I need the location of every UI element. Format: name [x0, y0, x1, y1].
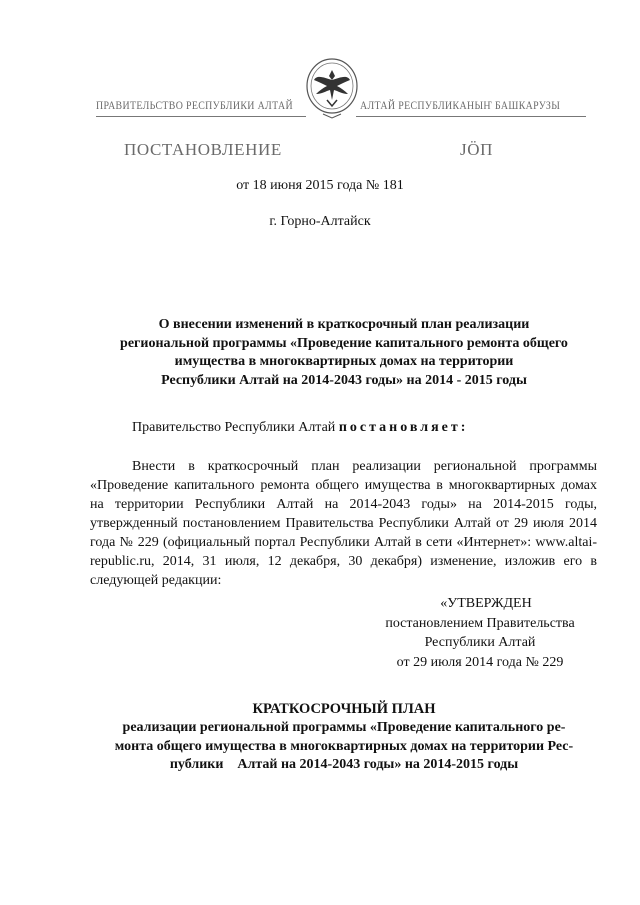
approved-block [360, 594, 600, 672]
decree-verb: постановляет: [338, 420, 469, 435]
doc-type-ru: ПОСТАНОВЛЕНИЕ [124, 140, 282, 159]
approved-line: постановлением Правительства [385, 615, 575, 631]
date-number: от 18 июня 2015 года № 181 [236, 178, 404, 193]
plan-title: КРАТКОСРОЧНЫЙ ПЛАН [252, 701, 436, 717]
plan-subtitle [96, 719, 592, 775]
body-paragraph: Внести в краткосрочный план реализации региональной программы «Проведение капитального ремонта общего имущества в многоквартирных домах на территории Республики Алтай на 2014-2043 годы» на 2014-2015 годы, утвержденный постановлением Правительства Республики Алтай от 29 июля 2014 года № 229 (официальный портал Республики Алтай в сети «Интернет»: www.altai-republic.ru, 2014, 31 июля, 12 декабря, 30 декабря) изменение, изложив его в следующей редакции: [90, 459, 597, 588]
approved-line: Республики Алтай [424, 635, 536, 650]
decree-line [132, 420, 468, 436]
header-rule-right [356, 116, 586, 117]
header-org-ru: ПРАВИТЕЛЬСТВО РЕСПУБЛИКИ АЛТАЙ [96, 100, 293, 112]
coat-of-arms-emblem [305, 56, 359, 124]
title-line: имущества в многоквартирных домах на территории [174, 354, 514, 369]
title-line: Республики Алтай на 2014-2043 годы» на 2014 - 2015 годы [161, 372, 527, 388]
approved-line: от 29 июля 2014 года № 229 [396, 654, 564, 670]
doc-type-alt: ЈӦП [460, 140, 493, 159]
title-line: региональной программы «Проведение капитального ремонта общего [120, 335, 568, 351]
plan-subtitle-line: публики Алтай на 2014-2043 годы» на 2014-2015 годы [169, 757, 519, 772]
header-rule-left [96, 116, 306, 117]
approved-line: «УТВЕРЖДЕН [440, 596, 532, 611]
plan-subtitle-line: реализации региональной программы «Проведение капитального ре- [122, 720, 566, 735]
plan-subtitle-line: монта общего имущества в многоквартирных домах на территории Рес- [114, 738, 574, 754]
document-title [96, 316, 592, 390]
decree-prefix: Правительство Республики Алтай [132, 420, 336, 435]
title-line: О внесении изменений в краткосрочный план реализации [158, 317, 530, 332]
header-org-alt: АЛТАЙ РЕСПУБЛИКАНЫҤ БАШКАРУЗЫ [360, 100, 561, 112]
city: г. Горно-Алтайск [269, 214, 371, 229]
